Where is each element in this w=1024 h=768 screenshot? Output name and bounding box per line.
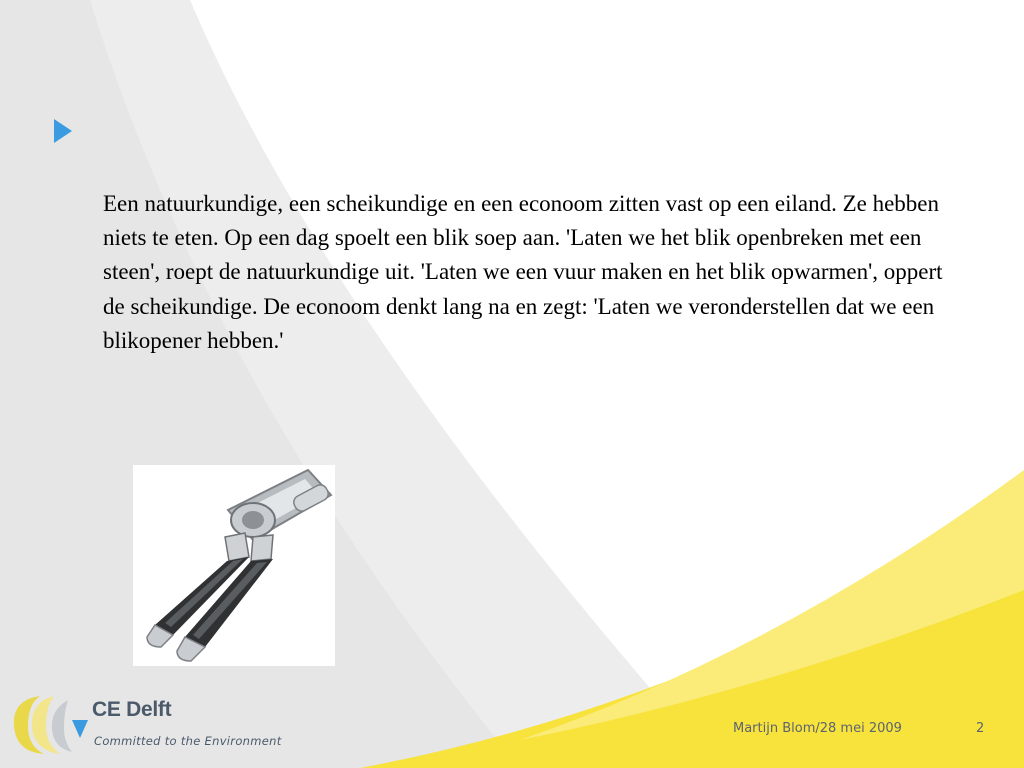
footer-author-date: Martijn Blom/28 mei 2009 [733,721,902,736]
body-text: Een natuurkundige, een scheikundige en een econoom zitten vast op een eiland. Ze hebben niets te eten. Op een dag spoelt een blik soep aan. 'Laten we het blik openbreken met een steen', roept de natuurkundige uit. 'Laten we een vuur maken en het blik opwarmen', oppert de scheikundige. De econoom denkt lang na en zegt: 'Laten we veronderstellen dat we een blikopener hebben.' [103,191,943,353]
logo-name: CE Delft [92,698,172,721]
ce-delft-logo [10,690,300,758]
ce-delft-logo-mark [10,690,90,758]
play-triangle-icon [52,117,74,145]
logo-tagline: Committed to the Environment [94,734,282,748]
footer-page-number: 2 [976,721,985,736]
can-opener-image [133,465,335,666]
